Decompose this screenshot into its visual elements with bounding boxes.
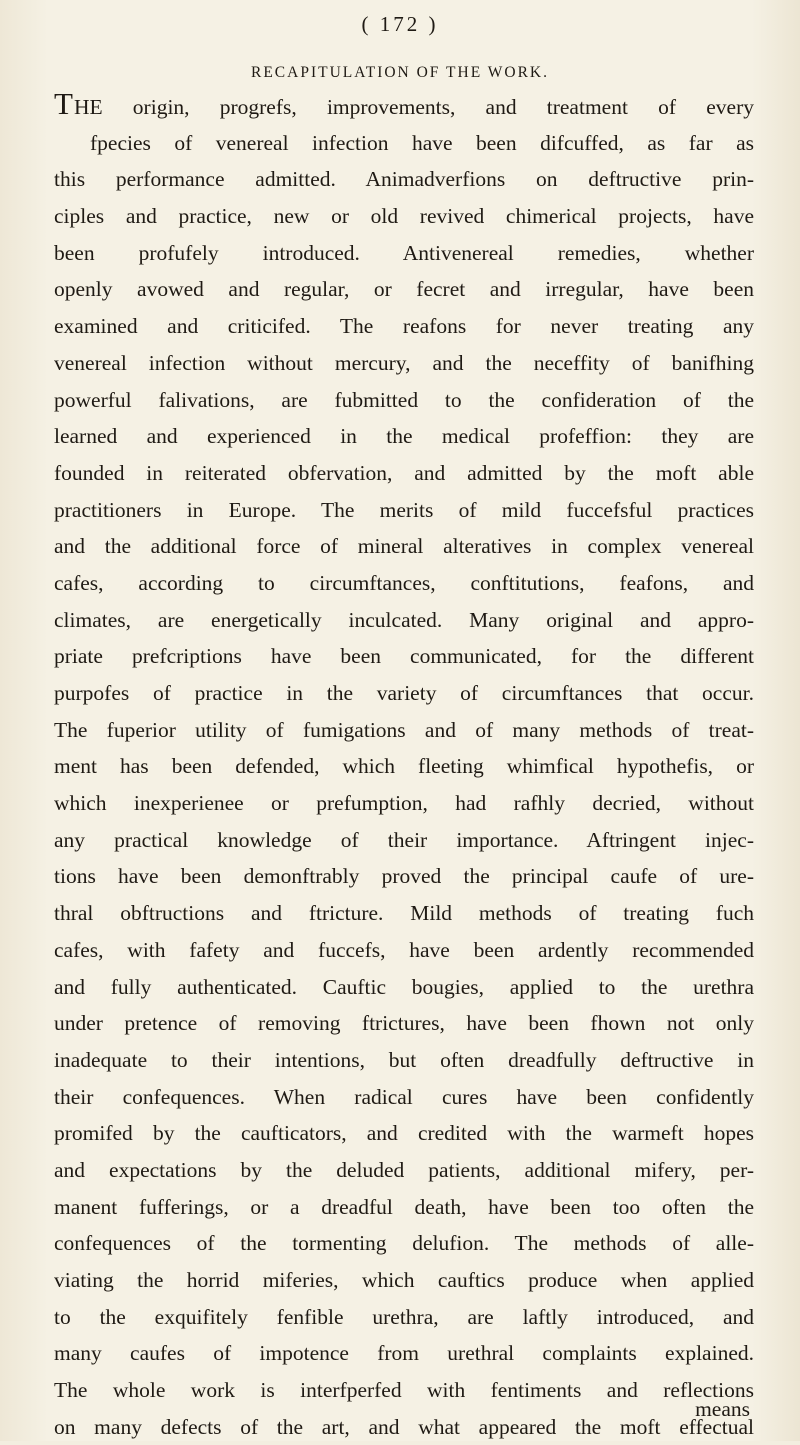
text-line: examined and criticifed. The reafons for never treating any (54, 314, 754, 339)
text-line: climates, are energetically inculcated. Many original and appro- (54, 607, 754, 632)
text-line: openly avowed and regular, or fecret and irregular, have been (54, 277, 754, 302)
text-line: cafes, with fafety and fuccefs, have been ardently recommended (54, 937, 754, 962)
drop-cap: T (54, 86, 74, 121)
running-head: RECAPITULATION OF THE WORK. (251, 64, 549, 81)
text-line: The fuperior utility of fumigations and of many methods of treat- (54, 717, 754, 742)
text-line: and expectations by the deluded patients, additional mifery, per- (54, 1157, 754, 1182)
text-line-1 (54, 88, 754, 125)
text-line-1-rest: origin, progrefs, improvements, and treatment of every (102, 95, 754, 119)
text-line: many caufes of impotence from urethral complaints explained. (54, 1341, 754, 1366)
text-line: tions have been demonftrably proved the principal caufe of ure- (54, 864, 754, 889)
text-line: priate prefcriptions have been communicated, for the different (54, 644, 754, 669)
text-line: thral obftructions and ftricture. Mild methods of treating fuch (54, 901, 754, 926)
text-line: learned and experienced in the medical profeffion: they are (54, 424, 754, 449)
text-line: purpofes of practice in the variety of circumftances that occur. (54, 681, 754, 705)
first-word-rest: HE (73, 95, 103, 119)
text-line: inadequate to their intentions, but often dreadfully deftructive in (54, 1047, 754, 1072)
text-line: to the exquifitely fenfible urethra, are laftly introduced, and (54, 1304, 754, 1329)
text-line: fpecies of venereal infection have been difcuffed, as far as (90, 130, 754, 155)
text-line: their confequences. When radical cures have been confidently (54, 1084, 754, 1109)
catchword: means (695, 1397, 750, 1421)
text-line: this performance admitted. Animadverfions on deftructive prin- (54, 167, 754, 192)
text-line: powerful falivations, are fubmitted to the confideration of the (54, 387, 754, 412)
text-line: cafes, according to circumftances, conftitutions, feafons, and (54, 570, 754, 595)
text-line: confequences of the tormenting delufion. The methods of alle- (54, 1231, 754, 1256)
text-line: manent fufferings, or a dreadful death, have been too often the (54, 1194, 754, 1219)
text-line: on many defects of the art, and what appeared the moft effectual (54, 1414, 754, 1439)
text-line: viating the horrid miferies, which cauftics produce when applied (54, 1268, 754, 1292)
text-line: practitioners in Europe. The merits of mild fuccefsful practices (54, 497, 754, 522)
text-line: been profufely introduced. Antivenereal remedies, whether (54, 240, 754, 265)
text-line: venereal infection without mercury, and the neceffity of banifhing (54, 350, 754, 375)
text-line: The whole work is interfperfed with fentiments and reflections (54, 1378, 754, 1403)
text-line: and fully authenticated. Cauftic bougies, applied to the urethra (54, 974, 754, 999)
text-line: promifed by the caufticators, and credited with the warmeft hopes (54, 1121, 754, 1146)
text-line: ciples and practice, new or old revived chimerical projects, have (54, 204, 754, 229)
text-line: any practical knowledge of their importance. Aftringent injec- (54, 827, 754, 852)
text-line: founded in reiterated obfervation, and admitted by the moft able (54, 460, 754, 485)
text-line: under pretence of removing ftrictures, have been fhown not only (54, 1011, 754, 1036)
text-line: which inexperienee or prefumption, had rafhly decried, without (54, 791, 754, 816)
text-line: and the additional force of mineral alteratives in complex venereal (54, 534, 754, 559)
page-number: ( 172 ) (361, 12, 439, 36)
body-text (54, 88, 754, 1445)
text-line: ment has been defended, which fleeting whimfical hypothefis, or (54, 754, 754, 779)
